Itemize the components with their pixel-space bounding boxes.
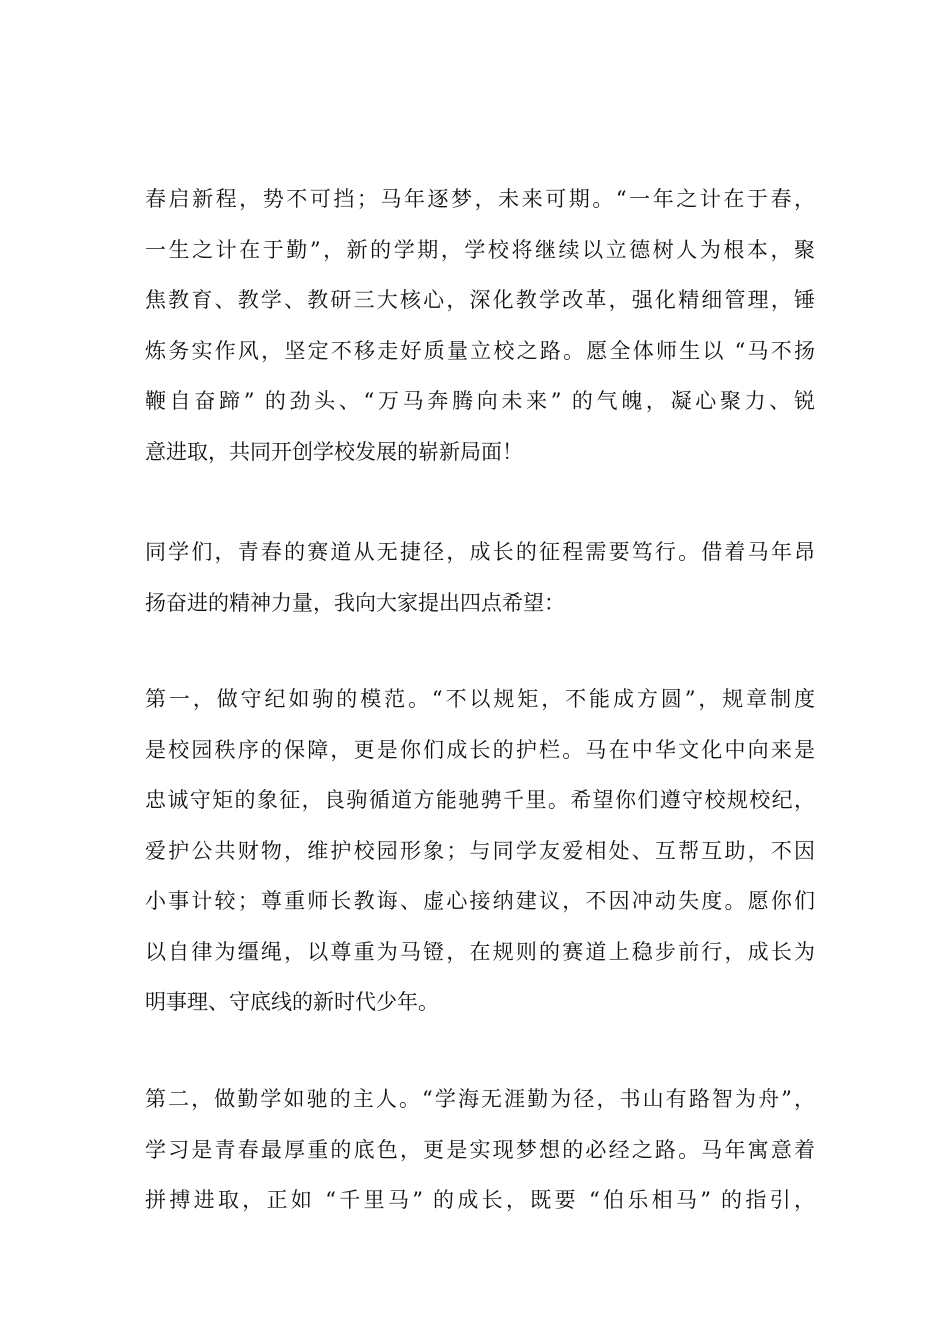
text-line: 焦教育、教学、教研三大核心，深化教学改革，强化精细管理，锤	[145, 288, 815, 312]
text-line: 是校园秩序的保障，更是你们成长的护栏。马在中华文化中向来是	[145, 737, 815, 762]
text-line: 小事计较；尊重师长教诲、虚心接纳建议，不因冲动失度。愿你们	[145, 889, 815, 913]
text-line: 明事理、守底线的新时代少年。	[145, 990, 439, 1014]
paragraph-hope-two	[145, 1074, 815, 1226]
text-line: 鞭自奋蹄” 的劲头、“万马奔腾向未来” 的气魄，凝心聚力、锐	[145, 389, 815, 413]
text-line: 春启新程，势不可挡；马年逐梦，未来可期。“一年之计在于春，	[145, 187, 815, 211]
text-line: 一生之计在于勤”，新的学期，学校将继续以立德树人为根本，聚	[145, 237, 815, 262]
text-line: 忠诚守矩的象征，良驹循道方能驰骋千里。希望你们遵守校规校纪，	[145, 788, 815, 812]
text-line: 意进取，共同开创学校发展的崭新局面！	[145, 439, 523, 464]
text-line: 学习是青春最厚重的底色，更是实现梦想的必经之路。马年寓意着	[145, 1137, 815, 1162]
text-line: 拼搏进取，正如 “千里马” 的成长，既要 “伯乐相马” 的指引，	[145, 1188, 815, 1212]
text-line: 同学们，青春的赛道从无捷径，成长的征程需要笃行。借着马年昂	[145, 540, 815, 564]
paragraph-intro-hopes	[145, 527, 815, 628]
text-line: 扬奋进的精神力量，我向大家提出四点希望：	[145, 590, 565, 615]
text-line: 第二，做勤学如驰的主人。“学海无涯勤为径，书山有路智为舟”，	[145, 1087, 815, 1111]
text-line: 爱护公共财物，维护校园形象；与同学友爱相处、互帮互助，不因	[145, 838, 815, 863]
paragraph-closing	[145, 174, 815, 477]
text-line: 炼务实作风，坚定不移走好质量立校之路。愿全体师生以 “马不扬	[145, 338, 815, 363]
text-line: 第一，做守纪如驹的模范。“不以规矩，不能成方圆”，规章制度	[145, 687, 815, 711]
paragraph-hope-one	[145, 674, 815, 1028]
text-line: 以自律为缰绳，以尊重为马镫，在规则的赛道上稳步前行，成长为	[145, 939, 815, 964]
